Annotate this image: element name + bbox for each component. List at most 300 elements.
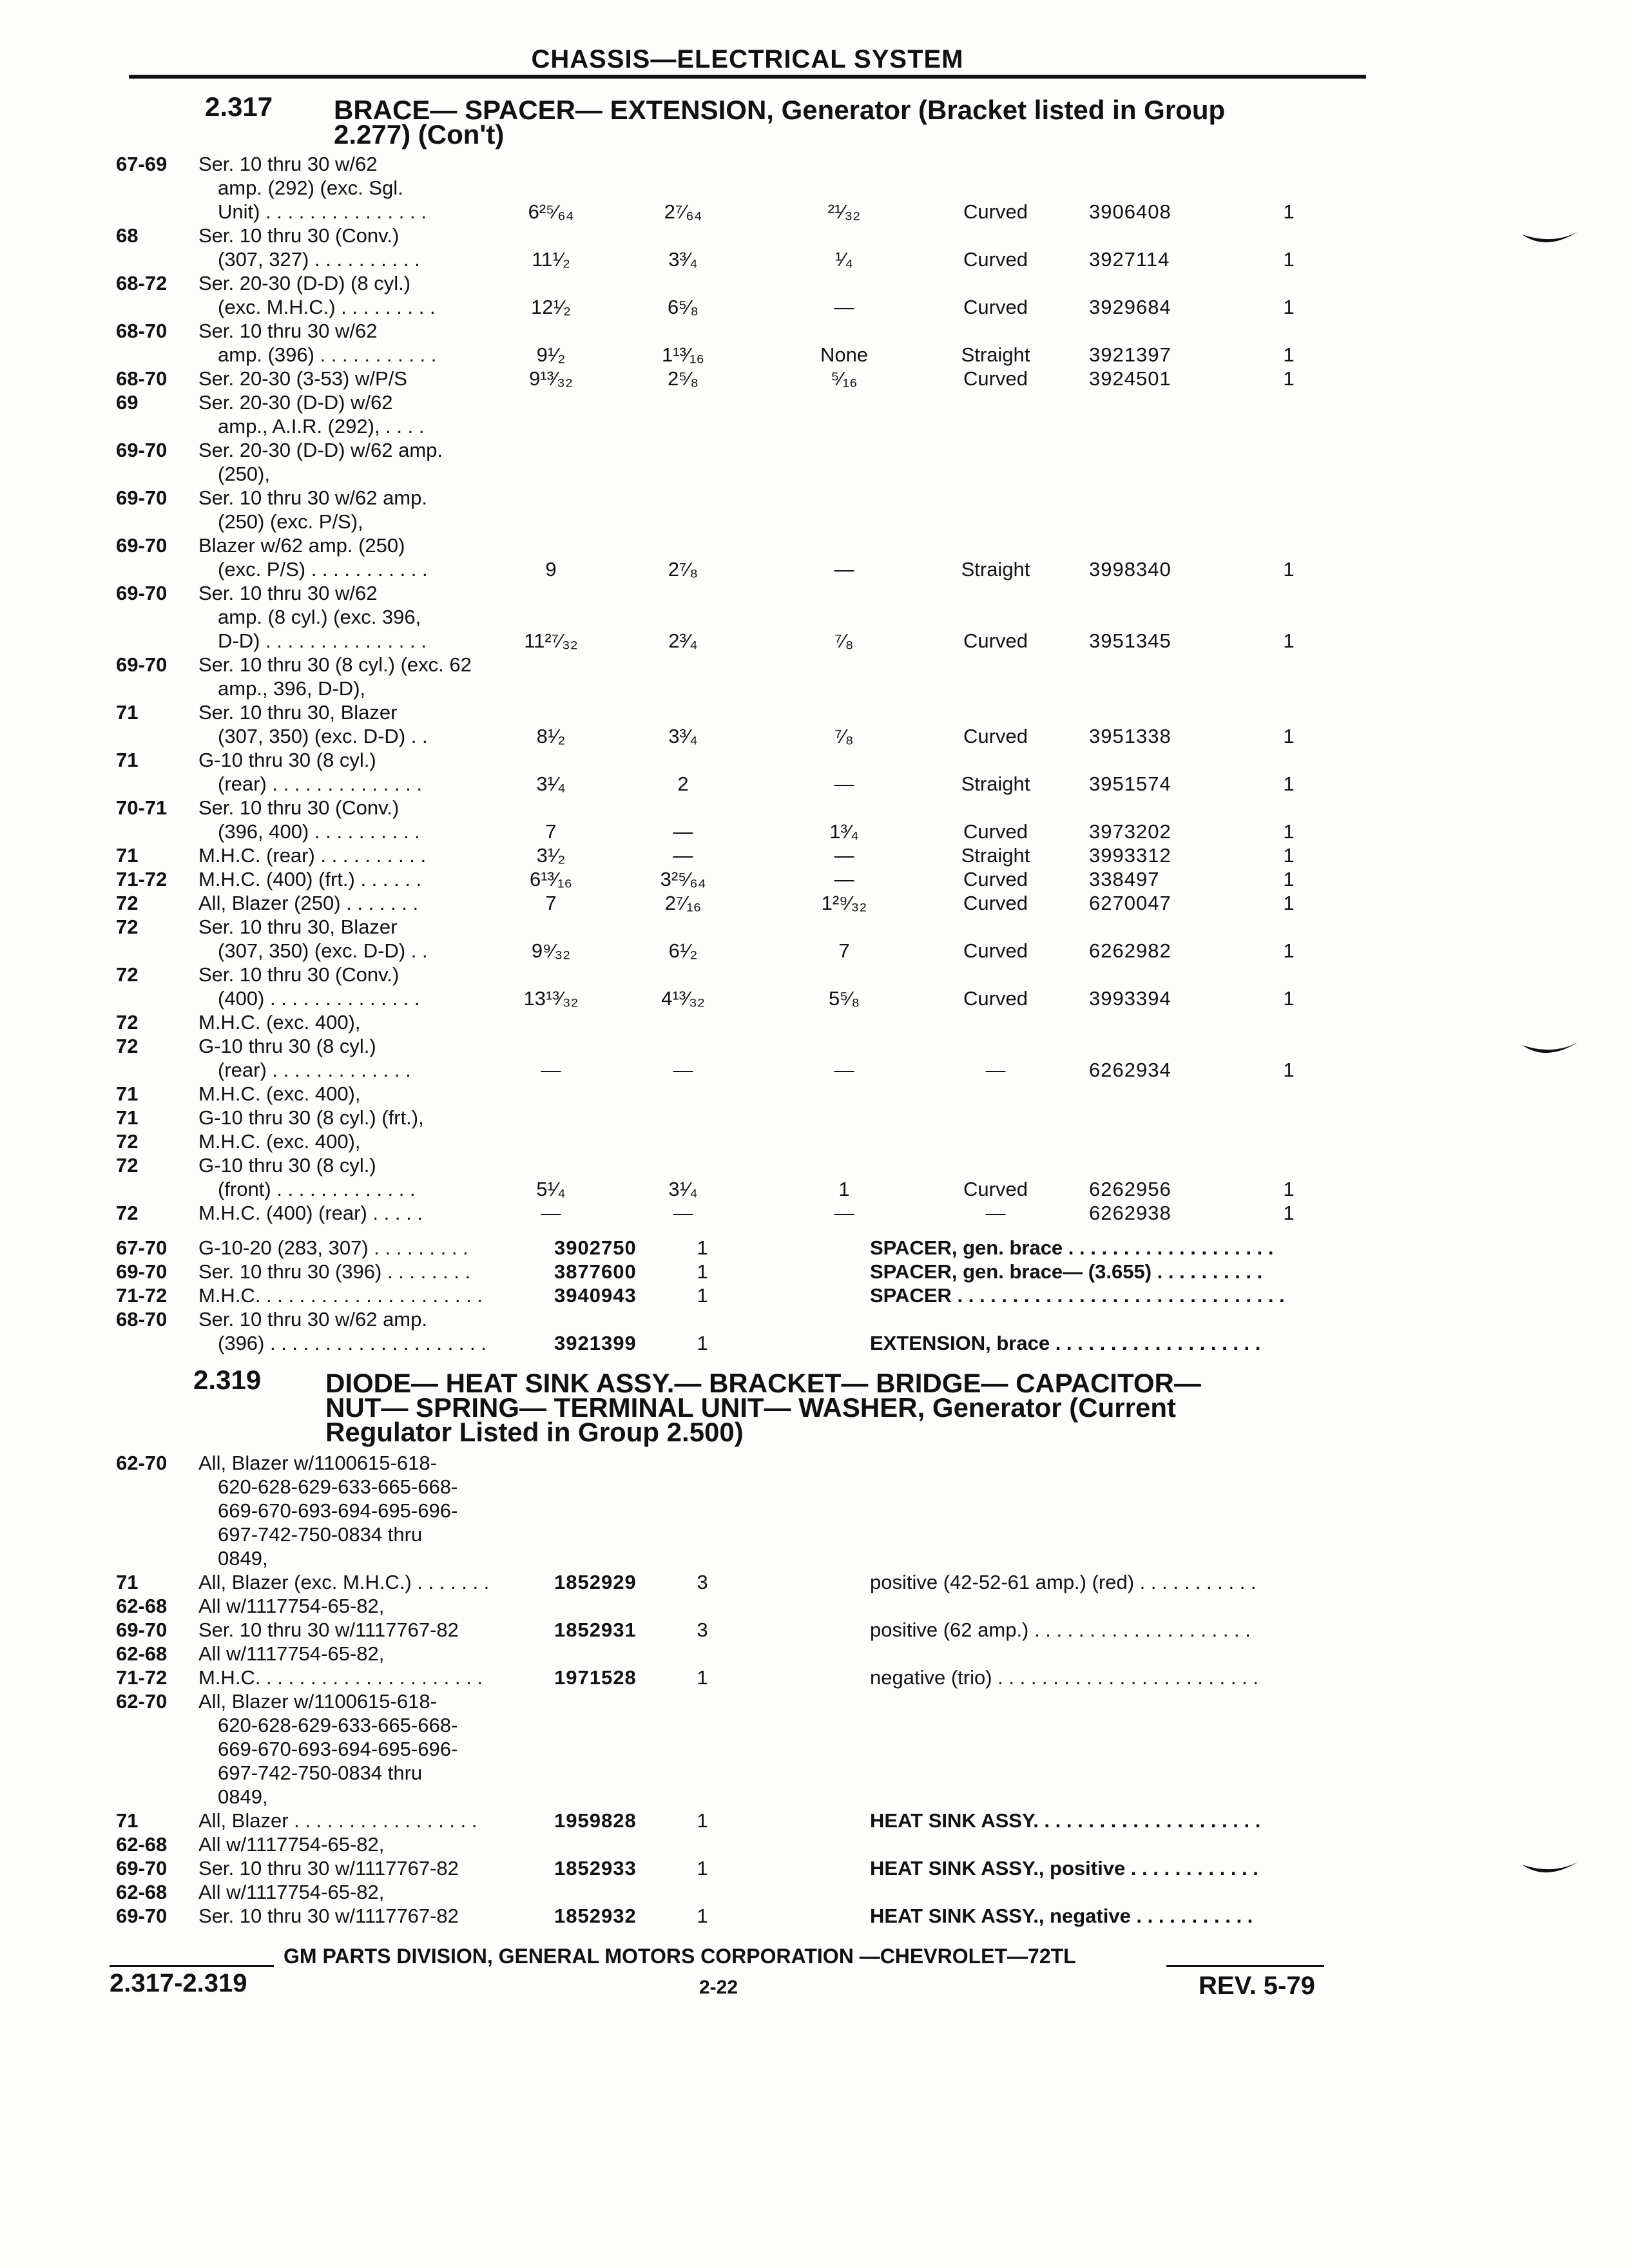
dimension-b: —: [673, 1059, 693, 1081]
model-years: 71: [116, 1809, 139, 1832]
description-line: M.H.C. (exc. 400),: [198, 1130, 361, 1153]
model-years: 71: [116, 1106, 139, 1129]
quantity: 1: [1283, 200, 1295, 223]
page-header: [129, 45, 1366, 77]
description-line: M.H.C. (rear) . . . . . . . . . .: [198, 844, 427, 867]
dimension-b: 2⁵⁄₈: [667, 367, 699, 390]
description-line: 697-742-750-0834 thru: [218, 1523, 423, 1546]
description-line: M.H.C. (exc. 400),: [198, 1011, 361, 1033]
section-title-line: Regulator Listed in Group 2.500): [325, 1417, 744, 1447]
dimension-a: 5¹⁄₄: [536, 1178, 566, 1200]
quantity: 3: [697, 1571, 708, 1593]
description-line: All, Blazer (exc. M.H.C.) . . . . . . .: [198, 1571, 490, 1593]
application-description: [198, 486, 427, 533]
description-line: Ser. 10 thru 30 w/62: [198, 320, 378, 342]
part-number: 6262934: [1089, 1059, 1171, 1081]
model-years: 68-70: [116, 320, 168, 342]
dimension-a: —: [541, 1202, 561, 1224]
part-number: 3924501: [1089, 367, 1171, 390]
quantity: 1: [1283, 248, 1295, 271]
application-description: [198, 1904, 459, 1928]
dimension-b: 4¹³⁄₃₂: [661, 987, 705, 1010]
footer-page-number: 2-22: [699, 1977, 738, 1998]
brace-shape: —: [985, 1202, 1006, 1224]
quantity: 1: [697, 1260, 708, 1283]
brace-shape: Curved: [963, 629, 1028, 652]
dimension-b: 3³⁄₄: [668, 248, 698, 271]
description-line: G-10 thru 30 (8 cyl.): [198, 1035, 376, 1057]
dimension-a: 9¹⁄₂: [536, 343, 566, 366]
brace-shape: Curved: [963, 939, 1028, 962]
application-description: [198, 581, 427, 653]
application-description: [198, 1856, 459, 1880]
description-line: Ser. 20-30 (D-D) w/62: [198, 391, 393, 414]
application-description: [198, 748, 422, 796]
brace-shape: Straight: [961, 844, 1030, 867]
application-description: [198, 915, 428, 963]
application-description: [198, 700, 428, 748]
model-years: 62-68: [116, 1833, 168, 1856]
application-description: [198, 1832, 384, 1856]
part-number: 3951574: [1089, 773, 1171, 795]
description-line: Unit) . . . . . . . . . . . . . . .: [218, 200, 427, 223]
application-description: [198, 653, 472, 700]
dimension-c: 7: [838, 939, 850, 962]
dimension-a: 9: [545, 558, 557, 581]
application-description: [198, 1260, 470, 1283]
model-years: 69-70: [116, 582, 168, 604]
model-years: 72: [116, 1202, 139, 1224]
dimension-c: —: [834, 1202, 854, 1224]
part-number: 1852931: [554, 1619, 637, 1641]
description-line: Ser. 10 thru 30 w/62 amp.: [198, 486, 427, 509]
footer-rule: [1166, 1965, 1324, 1967]
description-line: Blazer w/62 amp. (250): [198, 534, 405, 557]
footer-rule: [110, 1965, 274, 1967]
dimension-a: 8¹⁄₂: [536, 725, 566, 747]
application-description: [198, 1082, 361, 1106]
application-description: [198, 1642, 384, 1666]
model-years: 68-70: [116, 1308, 168, 1331]
quantity: 1: [1283, 939, 1295, 962]
section-title-line: NUT— SPRING— TERMINAL UNIT— WASHER, Generator (Current: [325, 1392, 1176, 1423]
model-years: 62-68: [116, 1881, 168, 1903]
model-years: 62-70: [116, 1690, 168, 1713]
description-line: 0849,: [218, 1785, 268, 1808]
model-years: 71-72: [116, 1284, 168, 1307]
part-number: 3951345: [1089, 629, 1171, 652]
dimension-a: 3¹⁄₂: [536, 844, 566, 867]
model-years: 62-68: [116, 1642, 168, 1665]
application-description: [198, 533, 428, 581]
model-years: 71-72: [116, 1666, 168, 1689]
part-number: 1852933: [554, 1857, 637, 1879]
description-line: (rear) . . . . . . . . . . . . .: [218, 1059, 411, 1081]
model-years: 69-70: [116, 653, 168, 676]
brace-shape: Curved: [963, 367, 1028, 390]
quantity: 1: [1283, 987, 1295, 1010]
quantity: 1: [1283, 367, 1295, 390]
description-line: (396, 400) . . . . . . . . . .: [218, 820, 420, 843]
part-name: SPACER, gen. brace— (3.655) . . . . . . . . . .: [870, 1260, 1263, 1283]
application-description: [198, 796, 420, 843]
part-number: 3921397: [1089, 343, 1171, 366]
quantity: 1: [1283, 343, 1295, 366]
dimension-c: —: [834, 1059, 854, 1081]
application-description: [198, 1153, 416, 1201]
model-years: 69-70: [116, 1905, 168, 1927]
part-name: positive (42-52-61 amp.) (red) . . . . . . . . . . .: [870, 1571, 1257, 1593]
description-line: G-10 thru 30 (8 cyl.) (frt.),: [198, 1106, 424, 1129]
description-line: All w/1117754-65-82,: [198, 1595, 385, 1617]
model-years: 68: [116, 224, 139, 247]
brace-shape: Curved: [963, 892, 1028, 914]
part-number: 1971528: [554, 1666, 637, 1689]
dimension-b: —: [673, 844, 693, 867]
model-years: 69-70: [116, 534, 168, 557]
dimension-a: 9¹³⁄₃₂: [529, 367, 573, 390]
quantity: 1: [1283, 1178, 1295, 1200]
binder-hole-mark: [1521, 1036, 1579, 1062]
description-line: Ser. 10 thru 30 (Conv.): [198, 796, 400, 819]
dimension-c: ²¹⁄₃₂: [827, 200, 861, 223]
part-name: HEAT SINK ASSY., negative . . . . . . . . . . .: [870, 1905, 1253, 1927]
section-title-line: DIODE— HEAT SINK ASSY.— BRACKET— BRIDGE— CAPACITOR—: [325, 1368, 1201, 1398]
model-years: 69-70: [116, 1260, 168, 1283]
section-number: 2.317: [205, 91, 273, 122]
brace-shape: Curved: [963, 868, 1028, 890]
dimension-c: ¹⁄₄: [834, 248, 854, 271]
application-description: [198, 1129, 361, 1153]
description-line: Ser. 20-30 (D-D) w/62 amp.: [198, 439, 443, 461]
description-line: All, Blazer . . . . . . . . . . . . . . . . .: [198, 1809, 477, 1832]
brace-shape: Curved: [963, 248, 1028, 271]
description-line: (396) . . . . . . . . . . . . . . . . . . . .: [218, 1332, 487, 1354]
quantity: 1: [1283, 1059, 1295, 1081]
model-years: 69-70: [116, 439, 168, 461]
application-description: [198, 224, 420, 271]
part-number: 6262982: [1089, 939, 1171, 962]
description-line: Ser. 10 thru 30, Blazer: [198, 916, 398, 938]
brace-shape: Curved: [963, 725, 1028, 747]
description-line: M.H.C. . . . . . . . . . . . . . . . . . . . .: [198, 1666, 483, 1689]
model-years: 71: [116, 701, 139, 724]
dimension-a: 13¹³⁄₃₂: [523, 987, 579, 1010]
dimension-a: 6¹³⁄₁₆: [529, 868, 573, 890]
part-number: 3927114: [1089, 248, 1170, 271]
quantity: 1: [1283, 820, 1295, 843]
part-number: 3929684: [1089, 296, 1171, 318]
description-line: (front) . . . . . . . . . . . . .: [218, 1178, 416, 1200]
dimension-b: 2³⁄₄: [668, 629, 698, 652]
dimension-c: —: [834, 868, 854, 890]
part-number: 3993312: [1089, 844, 1171, 867]
description-line: All w/1117754-65-82,: [198, 1881, 385, 1903]
description-line: Ser. 10 thru 30 (Conv.): [198, 963, 400, 986]
description-line: amp. (396) . . . . . . . . . . .: [218, 343, 437, 366]
description-line: (250) (exc. P/S),: [218, 510, 363, 533]
application-description: [198, 152, 427, 224]
application-description: [198, 1451, 458, 1570]
description-line: All, Blazer w/1100615-618-: [198, 1690, 437, 1713]
dimension-b: 3¹⁄₄: [668, 1178, 698, 1200]
brace-shape: —: [985, 1059, 1006, 1081]
quantity: 1: [1283, 725, 1295, 747]
part-number: 1959828: [554, 1809, 637, 1832]
model-years: 72: [116, 1035, 139, 1057]
page-title: CHASSIS—ELECTRICAL SYSTEM: [531, 45, 964, 73]
description-line: Ser. 10 thru 30 w/62: [198, 582, 378, 604]
description-line: All w/1117754-65-82,: [198, 1642, 385, 1665]
part-number: 338497: [1089, 868, 1160, 890]
part-name: negative (trio) . . . . . . . . . . . . . . . . . . . . . . . .: [870, 1666, 1258, 1689]
description-line: Ser. 10 thru 30 w/62 amp.: [198, 1308, 427, 1331]
quantity: 1: [697, 1284, 708, 1307]
description-line: D-D) . . . . . . . . . . . . . . .: [218, 629, 427, 652]
brace-shape: Straight: [961, 343, 1030, 366]
part-number: 3973202: [1089, 820, 1171, 843]
application-description: [198, 390, 424, 438]
description-line: (400) . . . . . . . . . . . . . .: [218, 987, 420, 1010]
description-line: 620-628-629-633-665-668-: [218, 1475, 458, 1498]
description-line: M.H.C. (400) (rear) . . . . .: [198, 1202, 423, 1224]
description-line: (250),: [218, 463, 270, 485]
part-number: 3940943: [554, 1284, 637, 1307]
quantity: 1: [697, 1236, 708, 1259]
quantity: 1: [697, 1905, 708, 1927]
part-name: EXTENSION, brace . . . . . . . . . . . . . . . . . . .: [870, 1332, 1261, 1354]
description-line: Ser. 10 thru 30 w/62: [198, 153, 378, 175]
part-name: HEAT SINK ASSY. . . . . . . . . . . . . . . . . . . . .: [870, 1809, 1261, 1832]
dimension-b: 6¹⁄₂: [668, 939, 698, 962]
header-rule: [129, 75, 1366, 79]
application-description: [198, 438, 443, 486]
description-line: (307, 350) (exc. D-D) . .: [218, 725, 428, 747]
dimension-c: ⁷⁄₈: [834, 629, 854, 652]
description-line: All w/1117754-65-82,: [198, 1833, 385, 1856]
description-line: (307, 327) . . . . . . . . . .: [218, 248, 420, 271]
dimension-b: 2⁷⁄₆₄: [664, 200, 702, 223]
dimension-a: 12¹⁄₂: [530, 296, 571, 318]
model-years: 67-69: [116, 153, 168, 175]
description-line: 697-742-750-0834 thru: [218, 1762, 423, 1784]
description-line: G-10-20 (283, 307) . . . . . . . . .: [198, 1236, 468, 1259]
description-line: 620-628-629-633-665-668-: [218, 1714, 458, 1736]
dimension-c: None: [820, 343, 869, 366]
dimension-c: —: [834, 844, 854, 867]
dimension-c: 1²⁹⁄₃₂: [821, 892, 867, 914]
application-description: [198, 1570, 489, 1594]
part-number: 6262956: [1089, 1178, 1171, 1200]
description-line: M.H.C. (exc. 400),: [198, 1082, 361, 1105]
application-description: [198, 1307, 487, 1355]
description-line: 669-670-693-694-695-696-: [218, 1738, 458, 1760]
dimension-c: ⁵⁄₁₆: [831, 367, 858, 390]
dimension-c: 1: [838, 1178, 850, 1200]
model-years: 68-70: [116, 367, 168, 390]
description-line: Ser. 10 thru 30 (396) . . . . . . . .: [198, 1260, 471, 1283]
application-description: [198, 1666, 483, 1689]
model-years: 72: [116, 916, 139, 938]
description-line: (rear) . . . . . . . . . . . . . .: [218, 773, 422, 795]
dimension-b: 3²⁵⁄₆₄: [660, 868, 706, 890]
part-name: HEAT SINK ASSY., positive . . . . . . . . . . . .: [870, 1857, 1258, 1879]
dimension-b: —: [673, 820, 693, 843]
description-line: G-10 thru 30 (8 cyl.): [198, 749, 376, 771]
model-years: 71: [116, 749, 139, 771]
application-description: [198, 1283, 483, 1307]
description-line: Ser. 10 thru 30 (Conv.): [198, 224, 400, 247]
section-title: [325, 1368, 1201, 1447]
page-footer: [110, 1939, 1334, 2017]
brace-shape: Straight: [961, 558, 1030, 581]
model-years: 71: [116, 1082, 139, 1105]
part-number: 3998340: [1089, 558, 1171, 581]
part-name: SPACER, gen. brace . . . . . . . . . . . . . . . . . . .: [870, 1236, 1274, 1259]
section-number: 2.319: [193, 1365, 262, 1395]
dimension-c: 5⁵⁄₈: [828, 987, 860, 1010]
description-line: All, Blazer w/1100615-618-: [198, 1452, 437, 1474]
application-description: [198, 1236, 468, 1260]
quantity: 1: [1283, 629, 1295, 652]
quantity: 1: [1283, 296, 1295, 318]
application-description: [198, 1201, 423, 1225]
part-number: 3921399: [554, 1332, 637, 1354]
application-description: [198, 963, 420, 1010]
description-line: Ser. 20-30 (3-53) w/P/S: [198, 367, 407, 390]
model-years: 71: [116, 844, 139, 867]
brace-shape: Curved: [963, 820, 1028, 843]
description-line: amp. (8 cyl.) (exc. 396,: [218, 606, 421, 628]
quantity: 1: [697, 1809, 708, 1832]
model-years: 69-70: [116, 1857, 168, 1879]
application-description: [198, 843, 426, 867]
description-line: 0849,: [218, 1547, 268, 1570]
brace-shape: Curved: [963, 987, 1028, 1010]
dimension-c: 1³⁄₄: [829, 820, 859, 843]
description-line: amp. (292) (exc. Sgl.: [218, 177, 403, 199]
description-line: M.H.C. (400) (frt.) . . . . . .: [198, 868, 422, 890]
application-description: [198, 1618, 459, 1642]
dimension-b: 1¹³⁄₁₆: [661, 343, 705, 366]
dimension-a: 11²⁷⁄₃₂: [524, 629, 578, 652]
dimension-a: 11¹⁄₂: [532, 248, 570, 271]
dimension-a: 7: [545, 820, 557, 843]
binder-hole-mark: [1521, 1856, 1579, 1881]
model-years: 69-70: [116, 1619, 168, 1641]
part-number: 3951338: [1089, 725, 1171, 747]
description-line: Ser. 10 thru 30, Blazer: [198, 701, 398, 724]
description-line: (exc. P/S) . . . . . . . . . . .: [218, 558, 428, 581]
model-years: 69: [116, 391, 139, 414]
dimension-b: 3³⁄₄: [668, 725, 698, 747]
application-description: [198, 367, 407, 390]
dimension-c: —: [834, 296, 854, 318]
dimension-a: 9⁹⁄₃₂: [531, 939, 571, 962]
quantity: 1: [1283, 844, 1295, 867]
description-line: amp., 396, D-D),: [218, 677, 366, 700]
application-description: [198, 1010, 361, 1034]
dimension-a: 7: [545, 892, 557, 914]
brace-shape: Straight: [961, 773, 1030, 795]
model-years: 72: [116, 1154, 139, 1177]
quantity: 1: [1283, 558, 1295, 581]
description-line: Ser. 10 thru 30 w/1117767-82: [198, 1857, 459, 1879]
part-number: 3877600: [554, 1260, 637, 1283]
dimension-b: 2⁷⁄₁₆: [664, 892, 702, 914]
description-line: 669-670-693-694-695-696-: [218, 1499, 458, 1522]
part-number: 3906408: [1089, 200, 1171, 223]
dimension-a: 3¹⁄₄: [536, 773, 566, 795]
application-description: [198, 891, 418, 915]
application-description: [198, 1594, 384, 1618]
model-years: 71: [116, 1571, 139, 1593]
quantity: 1: [1283, 1202, 1295, 1224]
model-years: 72: [116, 963, 139, 986]
description-line: Ser. 10 thru 30 w/1117767-82: [198, 1905, 459, 1927]
part-number: 6270047: [1089, 892, 1171, 914]
quantity: 1: [697, 1666, 708, 1689]
quantity: 1: [1283, 868, 1295, 890]
part-name: positive (62 amp.) . . . . . . . . . . . . . . . . . . . .: [870, 1619, 1251, 1641]
dimension-b: —: [673, 1202, 693, 1224]
model-years: 69-70: [116, 486, 168, 509]
description-line: (exc. M.H.C.) . . . . . . . . .: [218, 296, 436, 318]
description-line: Ser. 20-30 (D-D) (8 cyl.): [198, 272, 411, 294]
footer-revision: REV. 5-79: [1199, 1972, 1315, 2000]
application-description: [198, 867, 421, 891]
model-years: 67-70: [116, 1236, 168, 1259]
dimension-a: —: [541, 1059, 561, 1081]
footer-corp: GM PARTS DIVISION, GENERAL MOTORS CORPORATION —CHEVROLET—72TL: [284, 1945, 1076, 1968]
part-number: 1852929: [554, 1571, 637, 1593]
dimension-c: ⁷⁄₈: [834, 725, 854, 747]
model-years: 68-72: [116, 272, 168, 294]
model-years: 70-71: [116, 796, 168, 819]
section-title-line: 2.277) (Con't): [334, 119, 505, 149]
application-description: [198, 1880, 384, 1904]
section-title-line: BRACE— SPACER— EXTENSION, Generator (Bracket listed in Group: [334, 95, 1226, 125]
quantity: 1: [697, 1332, 708, 1354]
brace-shape: Curved: [963, 296, 1028, 318]
description-line: Ser. 10 thru 30 (8 cyl.) (exc. 62: [198, 653, 472, 676]
part-number: 3993394: [1089, 987, 1171, 1010]
dimension-c: —: [834, 558, 854, 581]
model-years: 62-70: [116, 1452, 168, 1474]
footer-group-code: 2.317-2.319: [110, 1969, 247, 1997]
application-description: [198, 1689, 458, 1809]
part-number: 6262938: [1089, 1202, 1171, 1224]
brace-shape: Curved: [963, 1178, 1028, 1200]
description-line: M.H.C. . . . . . . . . . . . . . . . . . . . .: [198, 1284, 483, 1307]
binder-hole-mark: [1521, 226, 1579, 251]
description-line: Ser. 10 thru 30 w/1117767-82: [198, 1619, 459, 1641]
section-title: [334, 95, 1226, 149]
application-description: [198, 271, 436, 319]
description-line: (307, 350) (exc. D-D) . .: [218, 939, 428, 962]
application-description: [198, 1106, 424, 1129]
model-years: 72: [116, 892, 139, 914]
dimension-b: 2⁷⁄₈: [668, 558, 699, 581]
quantity: 1: [697, 1857, 708, 1879]
part-name: SPACER . . . . . . . . . . . . . . . . . . . . . . . . . . . . . .: [870, 1284, 1285, 1307]
brace-shape: Curved: [963, 200, 1028, 223]
model-years: 72: [116, 1011, 139, 1033]
quantity: 1: [1283, 892, 1295, 914]
quantity: 3: [697, 1619, 708, 1641]
part-number: 1852932: [554, 1905, 637, 1927]
part-number: 3902750: [554, 1236, 637, 1259]
